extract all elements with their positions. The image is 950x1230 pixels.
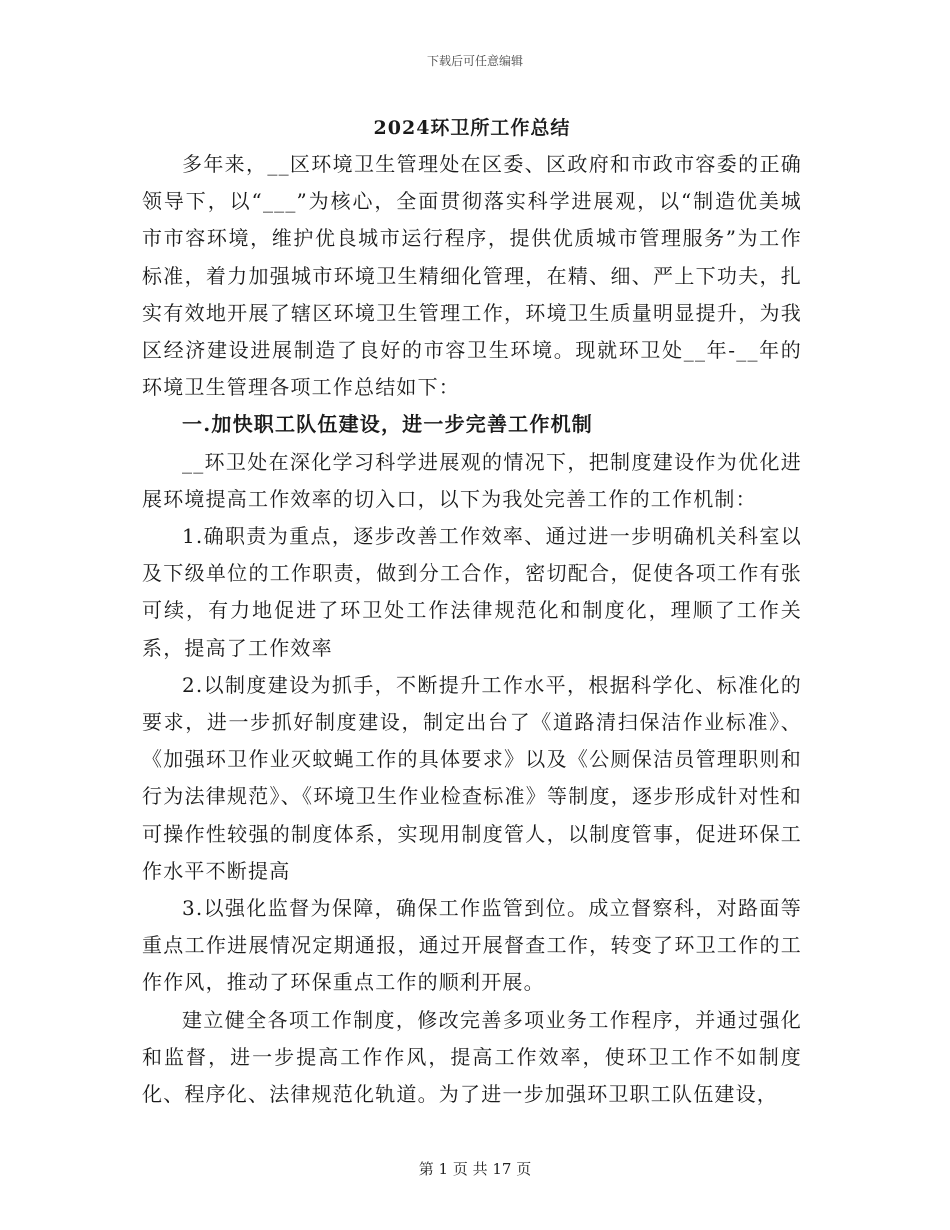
item-3-paragraph: 3.以强化监督为保障，确保工作监管到位。成立督察科，对路面等重点工作进展情况定期通报，通过开展督查工作，转变了环卫工作的工作作风，推动了环保重点工作的顺利开展。 [142, 896, 802, 995]
section-heading-1: 一.加快职工队伍建设，进一步完善工作机制 [182, 412, 593, 437]
page-number: 第 1 页 共 17 页 [418, 1160, 532, 1178]
item-1-paragraph: 1.确职责为重点，逐步改善工作效率、通过进一步明确机关科室以及下级单位的工作职责，做到分工合作，密切配合，促使各项工作有张可续，有力地促进了环卫处工作法律规范化和制度化，理顺了工作关系，提高了工作效率 [142, 524, 802, 660]
item-2-paragraph: 2.以制度建设为抓手，不断提升工作水平，根据科学化、标准化的要求，进一步抓好制度建设，制定出台了《道路清扫保洁作业标准》、《加强环卫作业灭蚊蝇工作的具体要求》以及《公厕保洁员管理职则和行为法律规范》、《环境卫生作业检查标准》等制度，逐步形成针对性和可操作性较强的制度体系，实现用制度管人，以制度管事，促进环保工作水平不断提高 [142, 672, 802, 883]
document-body [142, 112, 802, 1113]
section-1-intro-paragraph: __环卫处在深化学习科学进展观的情况下，把制度建设作为优化进展环境提高工作效率的切入口，以下为我处完善工作的工作机制： [142, 449, 802, 511]
closing-paragraph: 建立健全各项工作制度，修改完善多项业务工作程序，并通过强化和监督，进一步提高工作作风，提高工作效率，使环卫工作不如制度化、程序化、法律规范化轨道。为了进一步加强环卫职工队伍建设， [142, 1007, 802, 1107]
document-title: 2024环卫所工作总结 [373, 117, 571, 139]
page-header-note: 下载后可任意编辑 [426, 54, 523, 68]
intro-paragraph: 多年来，__区环境卫生管理处在区委、区政府和市政市容委的正确领导下，以“___”为核心，全面贯彻落实科学进展观，以“制造优美城市市容环境，维护优良城市运行程序，提供优质城市管理服务”为工作标准，着力加强城市环境卫生精细化管理，在精、细、严上下功夫，扎实有效地开展了辖区环境卫生管理工作，环境卫生质量明显提升，为我区经济建设进展制造了良好的市容卫生环境。现就环卫处__年-__年的环境卫生管理各项工作总结如下： [142, 152, 802, 400]
